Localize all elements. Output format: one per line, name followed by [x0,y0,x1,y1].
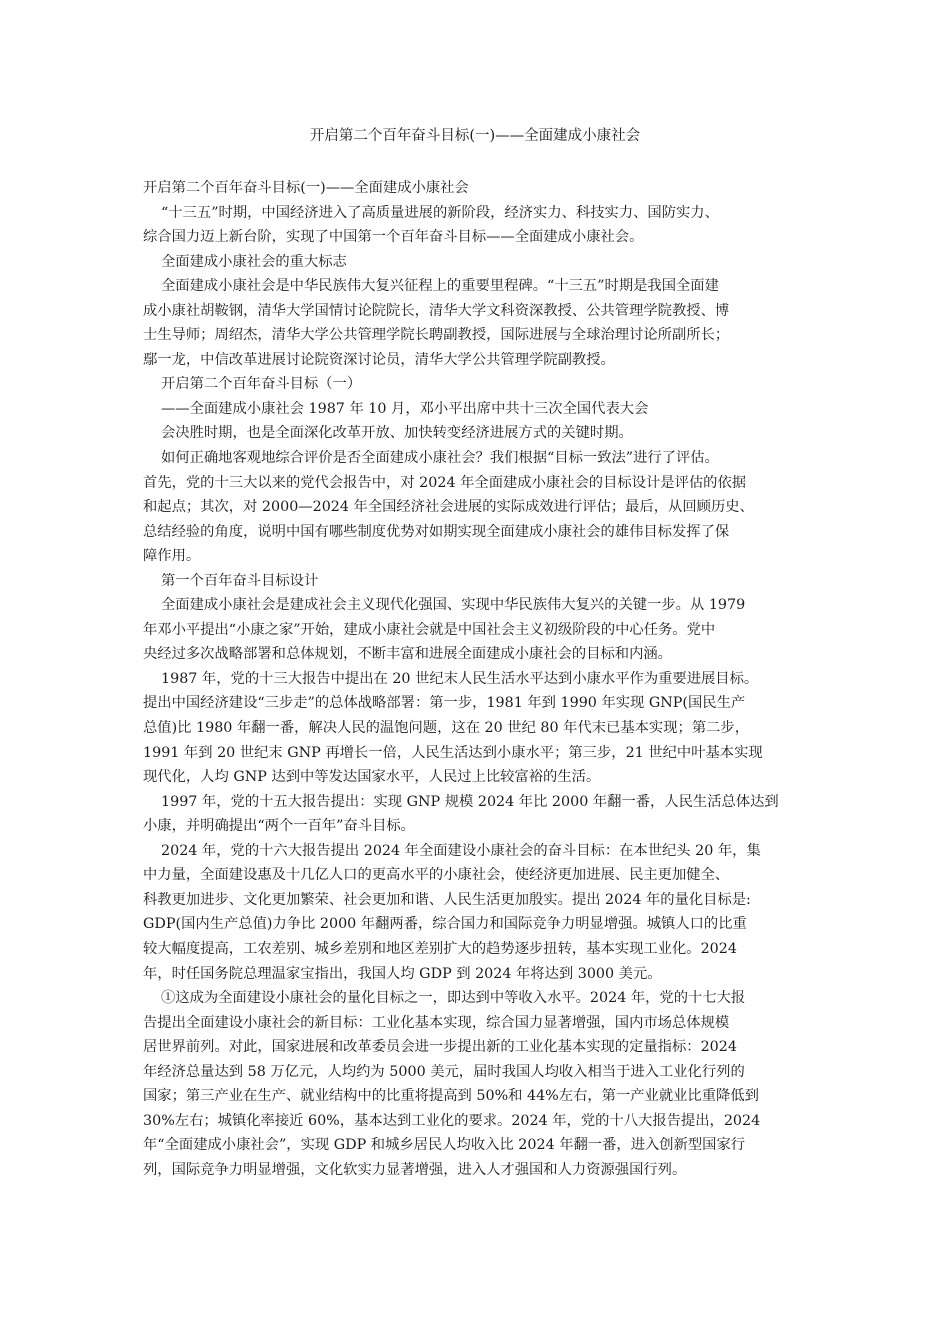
text-line: 如何正确地客观地综合评价是否全面建成小康社会？我们根据“目标一致法”进行了评估。 [161,450,719,467]
text-line: 列，国际竞争力明显增强，文化软实力显著增强，进入人才强国和人力资源强国行列。 [143,1161,687,1178]
text-line: 央经过多次战略部署和总体规划，不断丰富和进展全面建成小康社会的目标和内涵。 [143,646,672,663]
text-line: 障作用。 [143,548,201,565]
text-line: 年邓小平提出“小康之家”开始，建成小康社会就是中国社会主义初级阶段的中心任务。党中 [143,621,716,638]
text-line: 和起点；其次，对 2000—2024 年全国经济社会进展的实际成效进行评估；最后，从回顾历史、 [143,499,754,516]
text-line: 科教更加进步、文化更加繁荣、社会更加和谐、人民生活更加殷实。提出 2024 年的量化目标是: [143,891,751,908]
text-line: 会决胜时期，也是全面深化改革开放、加快转变经济进展方式的关键时期。 [161,425,633,442]
text-line: 鄢一龙，中信改革进展讨论院资深讨论员，清华大学公共管理学院副教授。 [143,351,615,368]
text-line: 居世界前列。对此，国家进展和改革委员会进一步提出新的工业化基本实现的定量指标：2024 [143,1039,737,1056]
text-line: 国家；第三产业在生产、就业结构中的比重将提高到 50%和 44%左右，第一产业就业比重降低到 [143,1088,759,1105]
text-line: 全面建成小康社会的重大标志 [161,253,347,270]
text-line: 年经济总量达到 58 万亿元，人均约为 5000 美元，届时我国人均收入相当于进入工业化行列的 [143,1063,745,1080]
text-line: 告提出全面建设小康社会的新目标：工业化基本实现，综合国力显著增强，国内市场总体规模 [143,1014,730,1031]
text-line: 年“全面建成小康社会”，实现 GDP 和城乡居民人均收入比 2024 年翻一番，进入创新型国家行 [143,1137,746,1154]
document-body [143,176,818,1182]
text-line: 1987 年，党的十三大报告中提出在 20 世纪末人民生活水平达到小康水平作为重要进展目标。 [161,670,759,687]
text-line: 综合国力迈上新台阶，实现了中国第一个百年奋斗目标——全面建成小康社会。 [143,229,644,246]
text-line: 1997 年，党的十五大报告提出：实现 GNP 规模 2024 年比 2000 年翻一番，人民生活总体达到 [161,793,779,810]
text-line: “十三五”时期，中国经济进入了高质量进展的新阶段，经济实力、科技实力、国防实力、 [161,204,719,221]
text-line: 全面建成小康社会是中华民族伟大复兴征程上的重要里程碑。“十三五”时期是我国全面建 [161,278,719,295]
text-line: 总值)比 1980 年翻一番，解决人民的温饱问题，这在 20 世纪 80 年代末已基本实现；第二步， [143,720,750,737]
text-line: 现代化，人均 GNP 达到中等发达国家水平，人民过上比较富裕的生活。 [143,769,601,786]
text-line: 2024 年，党的十六大报告提出 2024 年全面建设小康社会的奋斗目标：在本世纪头 20 年，集 [161,842,761,859]
text-line: 年，时任国务院总理温家宝指出，我国人均 GDP 到 2024 年将达到 3000 美元。 [143,965,662,982]
text-line: ①这成为全面建设小康社会的量化目标之一，即达到中等收入水平。2024 年，党的十七大报 [161,990,746,1007]
text-line: GDP(国内生产总值)力争比 2000 年翻两番，综合国力和国际竞争力明显增强。城镇人口的比重 [143,916,747,933]
text-line: ——全面建成小康社会 1987 年 10 月，邓小平出席中共十三次全国代表大会 [161,400,649,417]
text-line: 成小康社胡鞍钢，清华大学国情讨论院院长，清华大学文科资深教授、公共管理学院教授、博 [143,302,730,319]
text-line: 较大幅度提高，工农差别、城乡差别和地区差别扩大的趋势逐步扭转，基本实现工业化。2024 [143,940,737,957]
text-line: 全面建成小康社会是建成社会主义现代化强国、实现中华民族伟大复兴的关键一步。从 1979 [161,597,746,614]
text-line: 提出中国经济建设“三步走”的总体战略部署：第一步，1981 年到 1990 年实现 GNP(国民生产 [143,695,746,712]
text-line: 首先，党的十三大以来的党代会报告中，对 2024 年全面建成小康社会的目标设计是评估的依据 [143,474,747,491]
text-line: 1991 年到 20 世纪末 GNP 再增长一倍，人民生活达到小康水平；第三步，21 世纪中叶基本实现 [143,744,763,761]
text-line: 总结经验的角度，说明中国有哪些制度优势对如期实现全面建成小康社会的雄伟目标发挥了保 [143,523,730,540]
text-line: 士生导师；周绍杰，清华大学公共管理学院长聘副教授，国际进展与全球治理讨论所副所长； [143,327,730,344]
text-line: 开启第二个百年奋斗目标（一） [161,376,362,393]
document-title: 开启第二个百年奋斗目标(一)——全面建成小康社会 [309,128,641,144]
text-line: 中力量，全面建设惠及十几亿人口的更高水平的小康社会，使经济更加进展、民主更加健全、 [143,867,730,884]
text-line: 30%左右；城镇化率接近 60%，基本达到工业化的要求。2024 年，党的十八大报告提出，2024 [143,1112,761,1129]
text-line: 开启第二个百年奋斗目标(一)——全面建成小康社会 [143,180,469,196]
text-line: 小康，并明确提出“两个一百年”奋斗目标。 [143,818,415,835]
text-line: 第一个百年奋斗目标设计 [161,572,319,589]
